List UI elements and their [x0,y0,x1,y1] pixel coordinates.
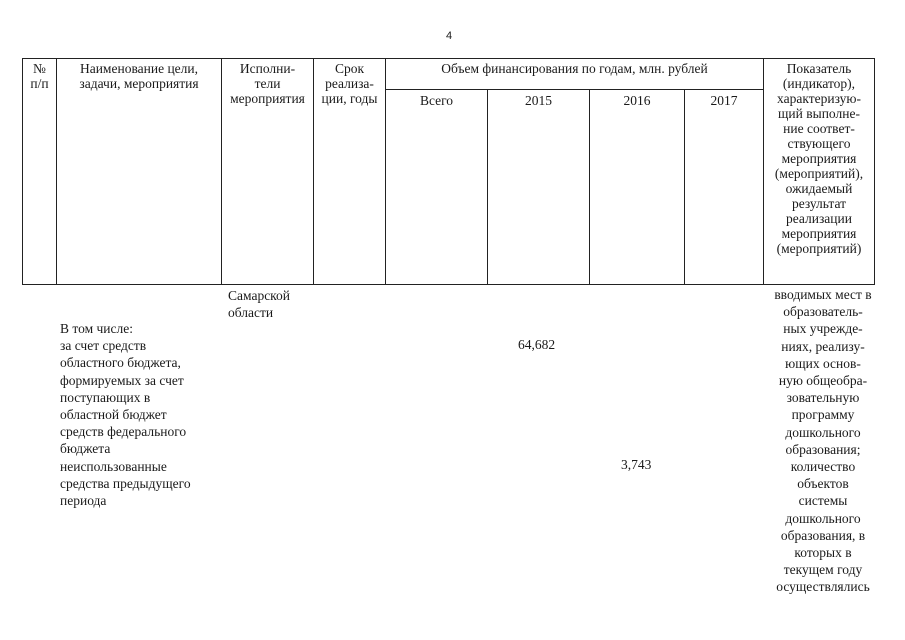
header-col-name: Наименование цели, задачи, мероприятия [79,61,199,91]
page-number: 4 [446,30,453,42]
header-col-financing: Объем финансирования по годам, млн. рублей [441,61,708,76]
header-col-indicator: Показатель (индикатор), характеризую- щий выполне- ние соответ- ствующего мероприятия (мероприятий), ожидаемый результат реализации мероприятия (мероприятий) [774,61,864,256]
header-col-term: Срок реализа- ции, годы [321,61,378,106]
header-col-number: № п/п [30,61,49,91]
header-col-executor: Исполни- тели мероприятия [230,61,305,106]
header-col-total: Всего [419,93,454,108]
header-col-2015: 2015 [525,93,552,108]
value-2016: 3,743 [621,457,652,472]
header-col-2017: 2017 [710,93,738,108]
indicator-text: вводимых мест в образователь- ных учрежде- ниях, реализу- ющих основ- ную общеобра- зовательную программу дошкольного образования; количество объектов системы дошкольного образования, в которых в текущем году осуществлялись [774,287,872,595]
executor-text: Самарской области [228,288,291,320]
value-2015: 64,682 [518,337,556,352]
header-col-2016: 2016 [623,93,651,108]
measure-name-text: В том числе: за счет средств областного бюджета, формируемых за счет поступающих в областной бюджет средств федерального бюджета неиспользованные средства предыдущего периода [60,321,191,509]
